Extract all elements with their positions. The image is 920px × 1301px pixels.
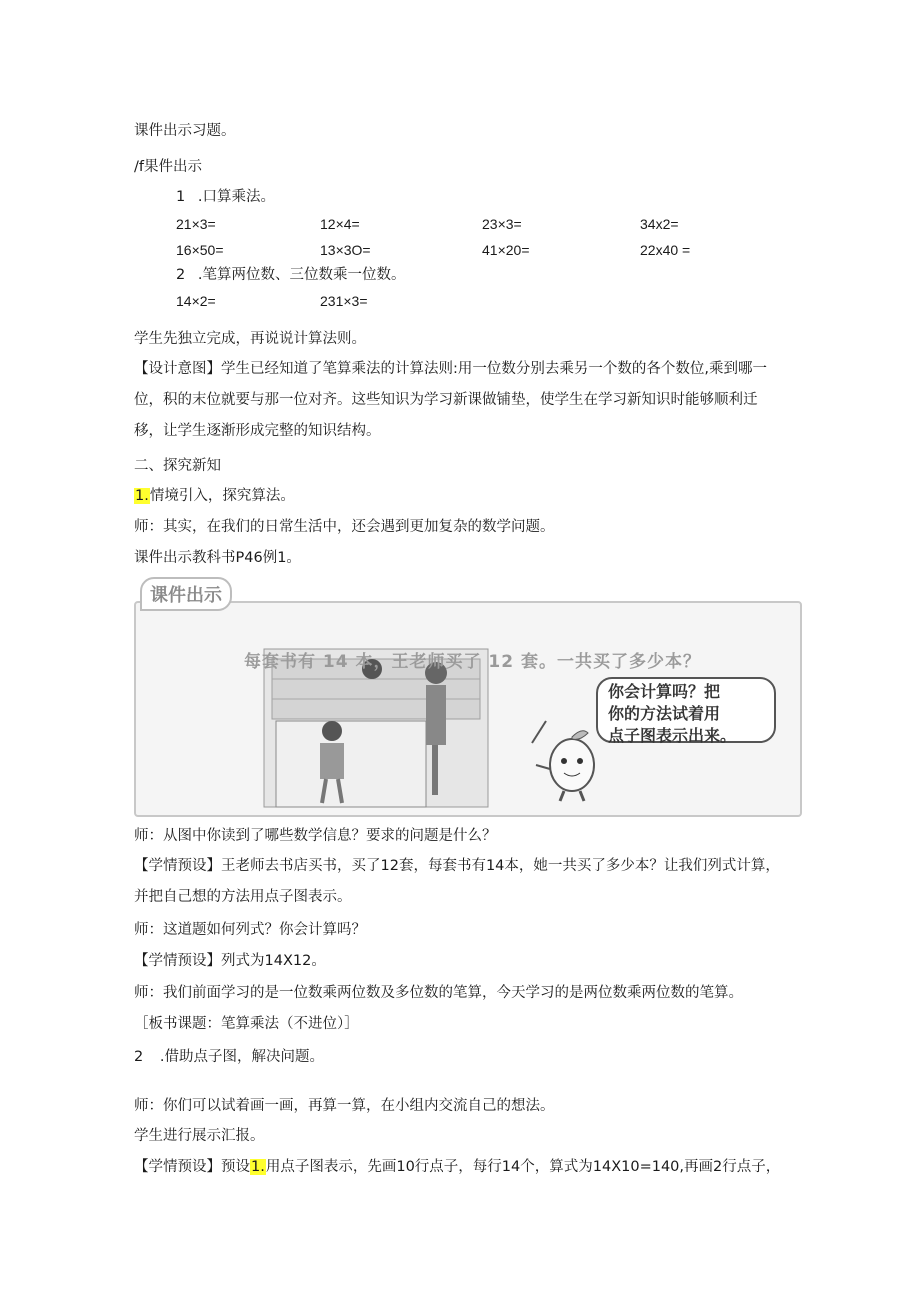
- step-2-text: .借助点子图，解决问题。: [159, 1049, 324, 1065]
- learning-preset-paragraph: 【学情预设】王老师去书店买书，买了12套，每套书有14本，她一共买了多少本？让我们列式计算，并把自己想的方法用点子图表示。: [134, 858, 780, 905]
- textbook-illustration: [134, 577, 800, 815]
- calc-cell: 16×50=: [176, 242, 224, 258]
- highlight-marker: 1.: [135, 488, 149, 504]
- step-1-title: [134, 486, 295, 506]
- illustration-frame: [134, 601, 802, 817]
- courseware-label: /f果件出示: [134, 159, 202, 175]
- step-2-number: 2: [134, 1049, 144, 1065]
- learning-preset-formula: 【学情预设】列式为14X12。: [134, 953, 326, 969]
- speech-bubble: [596, 677, 776, 743]
- exercise-2-text: .笔算两位数、三位数乘一位数。: [197, 267, 406, 283]
- step-1-text: 情境引入，探究算法。: [149, 488, 295, 504]
- intro-line: 课件出示习题。: [134, 123, 236, 139]
- exercise-2-number: 2: [176, 267, 186, 283]
- bubble-line: 你会计算吗？把: [608, 682, 721, 701]
- section-heading: 二、探究新知: [134, 458, 221, 474]
- preset-label: 【学情预设】预设: [134, 1159, 250, 1175]
- design-intent-paragraph: 【设计意图】学生已经知道了笔算乘法的计算法则:用一位数分别去乘另一个数的各个数位,乘到哪一位，积的末位就要与那一位对齐。这些知识为学习新课做铺垫，使学生在学习新知识时能够顺利迁移，让学生逐渐形成完整的知识结构。: [134, 361, 767, 439]
- exercise-1-text: .口算乘法。: [197, 189, 275, 205]
- exercise-2-title: [176, 265, 405, 285]
- bubble-line: 点子图表示出来。: [608, 726, 737, 745]
- board-title: ［板书课题：笔算乘法（不进位）］: [134, 1016, 359, 1032]
- calc-cell: 34x2=: [640, 216, 679, 232]
- teacher-question: 师：从图中你读到了哪些数学信息？要求的问题是什么？: [134, 828, 497, 844]
- calc-cell: 14×2=: [176, 293, 216, 309]
- bubble-line: 你的方法试着用: [608, 704, 721, 723]
- illustration-question: 每套书有 14 本，王老师买了 12 套。一共买了多少本？: [244, 652, 701, 672]
- calc-cell: 22x40 =: [640, 242, 691, 258]
- calc-cell: 41×20=: [482, 242, 530, 258]
- exercise-1-title: [176, 187, 275, 207]
- teacher-question-2: 师：这道题如何列式？你会计算吗？: [134, 922, 366, 938]
- teacher-line: 师：其实，在我们的日常生活中，还会遇到更加复杂的数学问题。: [134, 519, 555, 535]
- student-instruction: 学生先独立完成，再说说计算法则。: [134, 331, 366, 347]
- calc-cell: 231×3=: [320, 293, 368, 309]
- teacher-explanation: 师：我们前面学习的是一位数乘两位数及多位数的笔算，今天学习的是两位数乘两位数的笔算。: [134, 985, 743, 1001]
- courseware-tag: 课件出示: [140, 577, 232, 611]
- calc-cell: 21×3=: [176, 216, 216, 232]
- calc-cell: 23×3=: [482, 216, 522, 232]
- highlight-marker: 1.: [251, 1159, 265, 1175]
- preset-dot-diagram-line: [134, 1157, 780, 1177]
- exercise-1-number: 1: [176, 189, 186, 205]
- step-2-title: [134, 1047, 324, 1067]
- teacher-instruction: 师：你们可以试着画一画，再算一算，在小组内交流自己的想法。: [134, 1098, 555, 1114]
- calc-cell: 13×3O=: [320, 242, 371, 258]
- calc-cell: 12×4=: [320, 216, 360, 232]
- preset-text: 用点子图表示，先画10行点子，每行14个，算式为14X10=140,再画2行点子，: [265, 1159, 781, 1175]
- courseware-reference: 课件出示教科书P46例1。: [134, 550, 301, 566]
- student-report: 学生进行展示汇报。: [134, 1128, 265, 1144]
